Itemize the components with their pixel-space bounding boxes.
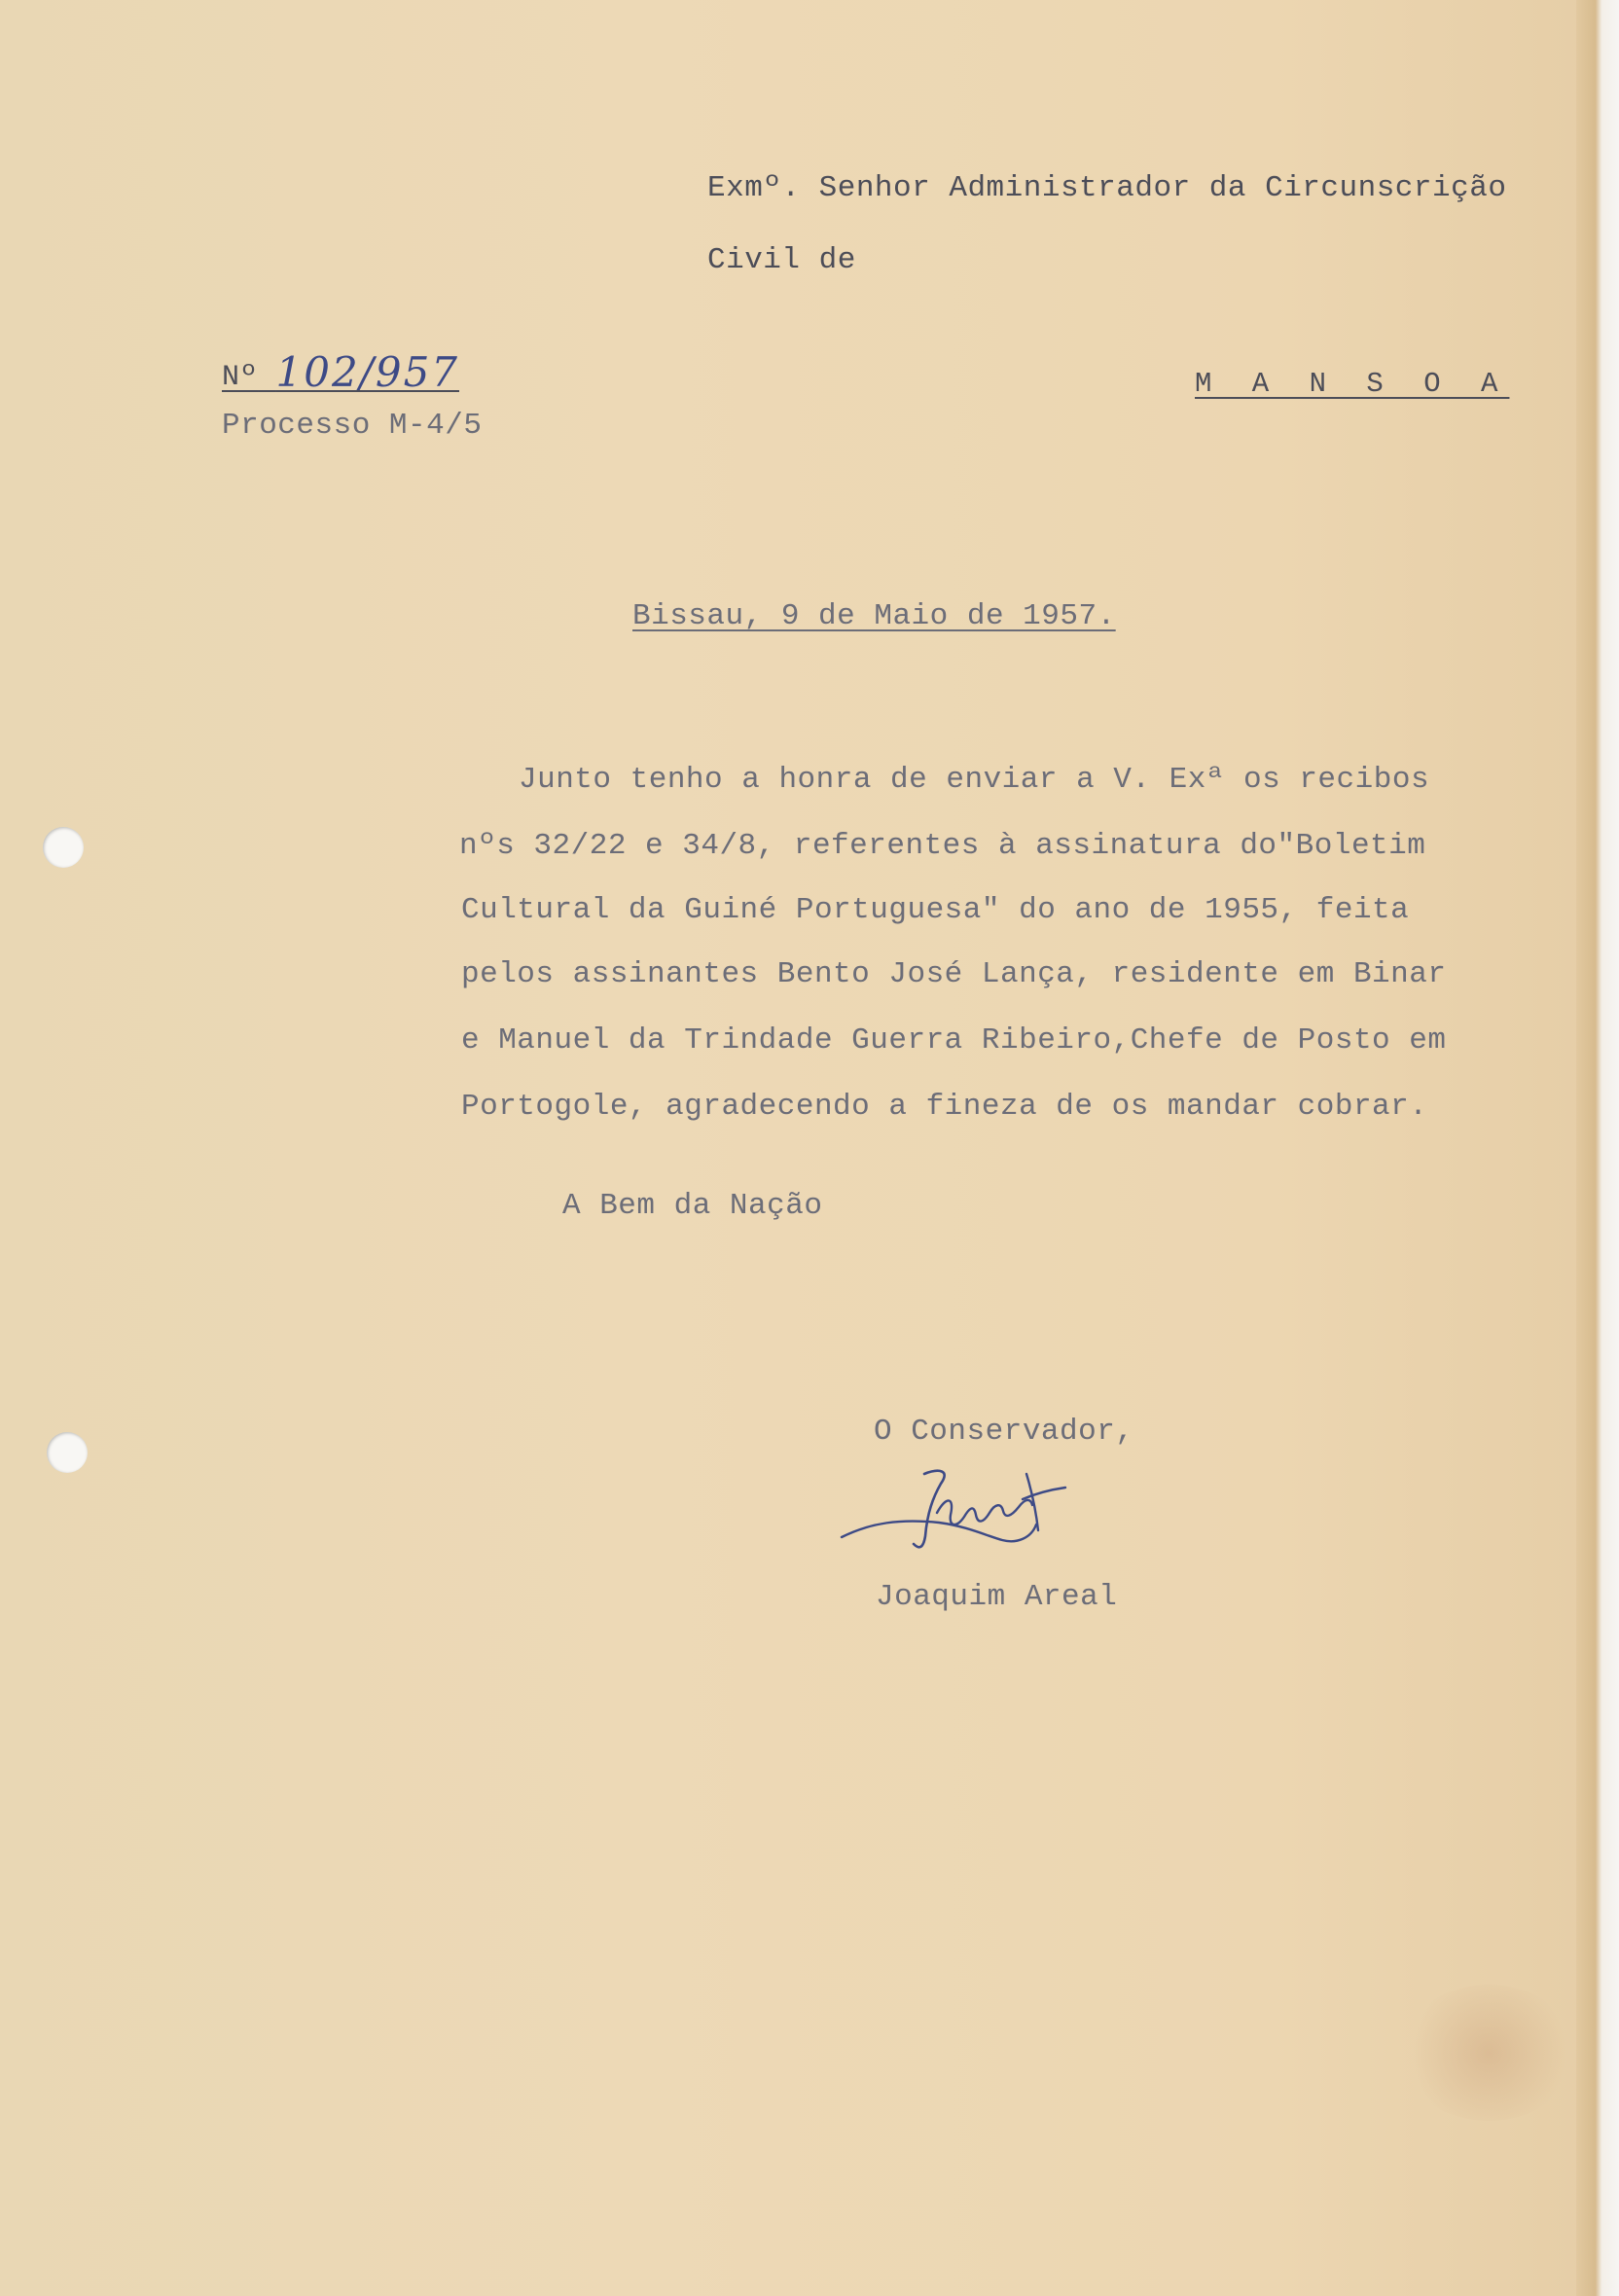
body-line: Junto tenho a honra de enviar a V. Exª os recibos: [519, 763, 1430, 797]
reference-number-handwritten: 102/957: [275, 348, 460, 396]
paper-stain: [1401, 1985, 1576, 2121]
body-line: Portogole, agradecendo a fineza de os mandar cobrar.: [461, 1090, 1428, 1124]
punch-hole-bottom: [47, 1432, 88, 1473]
date-line: Bissau, 9 de Maio de 1957.: [632, 599, 1116, 633]
body-line: nºs 32/22 e 34/8, referentes à assinatura do"Boletim: [459, 829, 1426, 863]
process-reference: Processo M-4/5: [222, 409, 483, 443]
addressee-line-2: Civil de: [707, 243, 856, 277]
page-edge: [1576, 0, 1619, 2296]
body-line: e Manuel da Trindade Guerra Ribeiro,Chefe de Posto em: [461, 1023, 1447, 1058]
handwritten-signature: [832, 1454, 1153, 1571]
reference-number: [222, 346, 459, 394]
reference-number-prefix: Nº: [222, 361, 259, 394]
closing-salutation: A Bem da Nação: [562, 1189, 823, 1223]
punch-hole-top: [43, 827, 84, 868]
body-line: pelos assinantes Bento José Lança, residente em Binar: [461, 957, 1447, 991]
addressee-line-1: Exmº. Senhor Administrador da Circunscrição: [707, 171, 1507, 205]
addressee-place: M A N S O A: [1195, 368, 1510, 400]
signatory-name: Joaquim Areal: [876, 1580, 1118, 1614]
signatory-title: O Conservador,: [874, 1415, 1134, 1449]
body-line: Cultural da Guiné Portuguesa" do ano de 1955, feita: [461, 893, 1410, 927]
